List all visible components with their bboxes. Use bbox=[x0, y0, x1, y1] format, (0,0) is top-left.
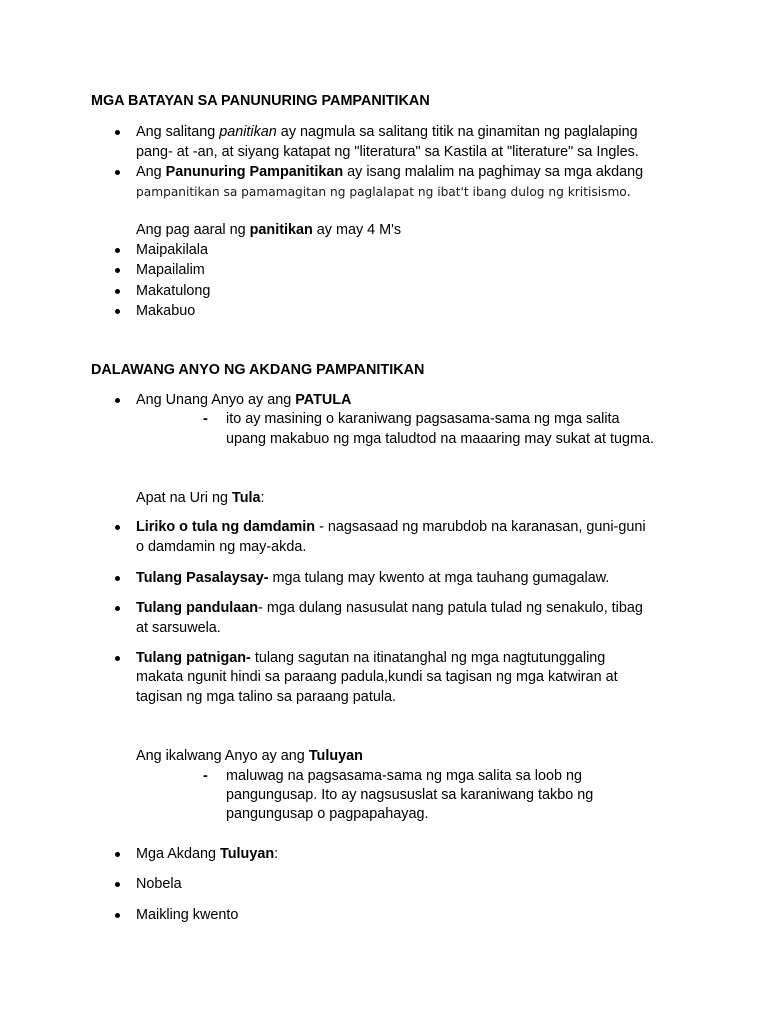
text-segment: Mga Akdang bbox=[136, 846, 221, 862]
paragraph-ikalwang-anyo bbox=[136, 746, 363, 766]
bullet-icon bbox=[115, 309, 120, 314]
text-segment: Ang salitang bbox=[136, 124, 220, 140]
text-segment-alt-font: pampanitikan sa pamamagitan ng paglalapat ng ibat't ibang dulog ng kritisismo bbox=[136, 185, 627, 199]
definition-tuluyan-line3: pangungusap o pagpapahayag. bbox=[226, 806, 429, 822]
text-segment: - mga dulang nasusulat nang patula tulad ng senakulo, tibag bbox=[258, 600, 643, 616]
list-item-patnigan-line3: tagisan ng mga talino sa paraang patula. bbox=[136, 689, 397, 705]
definition-patula-line1: ito ay masining o karaniwang pagsasama-sama ng mga salita bbox=[226, 411, 620, 427]
bullet-icon bbox=[115, 268, 120, 273]
bullet-icon bbox=[115, 248, 120, 253]
bullet-icon bbox=[115, 289, 120, 294]
bold-term-tula: Tula bbox=[232, 490, 261, 506]
bullet-icon bbox=[115, 130, 120, 135]
paragraph-apat-na-uri bbox=[136, 488, 265, 508]
paragraph-four-ms-intro bbox=[136, 220, 401, 240]
bold-term-panitikan: panitikan bbox=[249, 222, 313, 238]
text-segment: : bbox=[260, 490, 265, 506]
italic-term-panitikan: panitikan bbox=[219, 124, 277, 140]
list-item-maipakilala: Maipakilala bbox=[136, 242, 208, 258]
list-item-mapailalim: Mapailalim bbox=[136, 262, 205, 278]
list-item-pandulaan-line1 bbox=[136, 598, 643, 618]
list-item-patnigan-line2: makata ngunit hindi sa paraang padula,kundi sa tagisan ng mga katwiran at bbox=[136, 669, 618, 685]
paragraph-panunuring-line2 bbox=[136, 182, 631, 202]
bold-term-tuluyan: Tuluyan bbox=[220, 846, 275, 862]
list-item-pasalaysay bbox=[136, 568, 609, 588]
text-segment: Ang pag aaral ng bbox=[136, 222, 250, 238]
dash-marker: - bbox=[203, 768, 208, 784]
definition-patula-line2: upang makabuo ng mga taludtod na maaaring may sukat at tugma. bbox=[226, 431, 654, 447]
bold-term-panunuring-pampanitikan: Panunuring Pampanitikan bbox=[165, 164, 344, 180]
text-segment: . bbox=[626, 184, 631, 200]
text-segment: ay may 4 M's bbox=[312, 222, 402, 238]
text-segment: Ang Unang Anyo ay ang bbox=[136, 392, 296, 408]
bold-term-pasalaysay: Tulang Pasalaysay- bbox=[136, 570, 269, 586]
text-segment: Ang ikalwang Anyo ay ang bbox=[136, 748, 309, 764]
bold-term-patula: PATULA bbox=[295, 392, 352, 408]
list-item-nobela: Nobela bbox=[136, 876, 182, 892]
bullet-icon bbox=[115, 398, 120, 403]
definition-tuluyan-line1: maluwag na pagsasama-sama ng mga salita sa loob ng bbox=[226, 768, 582, 784]
bullet-icon bbox=[115, 852, 120, 857]
text-segment: Apat na Uri ng bbox=[136, 490, 232, 506]
bold-term-patnigan: Tulang patnigan- bbox=[136, 650, 251, 666]
paragraph-panitikan-origin-line1 bbox=[136, 122, 638, 142]
text-segment: ay isang malalim na paghimay sa mga akdang bbox=[343, 164, 644, 180]
text-segment: tulang sagutan na itinatanghal ng mga nagtutunggaling bbox=[250, 650, 606, 666]
text-segment: ay nagmula sa salitang titik na ginamitan ng paglalaping bbox=[276, 124, 638, 140]
list-item-liriko-line2: o damdamin ng may-akda. bbox=[136, 539, 307, 555]
list-item-liriko-line1 bbox=[136, 517, 646, 537]
list-item-maikling-kwento: Maikling kwento bbox=[136, 907, 239, 923]
text-segment: mga tulang may kwento at mga tauhang gumagalaw. bbox=[268, 570, 610, 586]
bullet-icon bbox=[115, 606, 120, 611]
bullet-icon bbox=[115, 576, 120, 581]
bullet-icon bbox=[115, 525, 120, 530]
text-segment: Ang bbox=[136, 164, 166, 180]
definition-tuluyan-line2: pangungusap. Ito ay nagsususlat sa karaniwang takbo ng bbox=[226, 787, 594, 803]
bullet-icon bbox=[115, 170, 120, 175]
list-item-patnigan-line1 bbox=[136, 648, 605, 668]
paragraph-panunuring-line1 bbox=[136, 162, 643, 182]
list-item-mga-akdang-tuluyan bbox=[136, 844, 278, 864]
bold-term-liriko: Liriko o tula ng damdamin bbox=[136, 519, 316, 535]
bullet-icon bbox=[115, 882, 120, 887]
bullet-icon bbox=[115, 913, 120, 918]
list-item-makatulong: Makatulong bbox=[136, 283, 211, 299]
paragraph-panitikan-origin-line2: pang- at -an, at siyang katapat ng "literatura" sa Kastila at "literature" sa Ingles. bbox=[136, 144, 639, 160]
bold-term-pandulaan: Tulang pandulaan bbox=[136, 600, 259, 616]
section-heading-dalawang-anyo: DALAWANG ANYO NG AKDANG PAMPANITIKAN bbox=[91, 362, 425, 378]
list-item-makabuo: Makabuo bbox=[136, 303, 196, 319]
paragraph-unang-anyo bbox=[136, 390, 351, 410]
section-heading-batayan: MGA BATAYAN SA PANUNURING PAMPANITIKAN bbox=[91, 93, 430, 109]
bold-term-tuluyan: Tuluyan bbox=[308, 748, 363, 764]
list-item-pandulaan-line2: at sarsuwela. bbox=[136, 620, 221, 636]
text-segment: : bbox=[274, 846, 279, 862]
text-segment: - nagsasaad ng marubdob na karanasan, guni-guni bbox=[315, 519, 646, 535]
bullet-icon bbox=[115, 656, 120, 661]
dash-marker: - bbox=[203, 411, 208, 427]
